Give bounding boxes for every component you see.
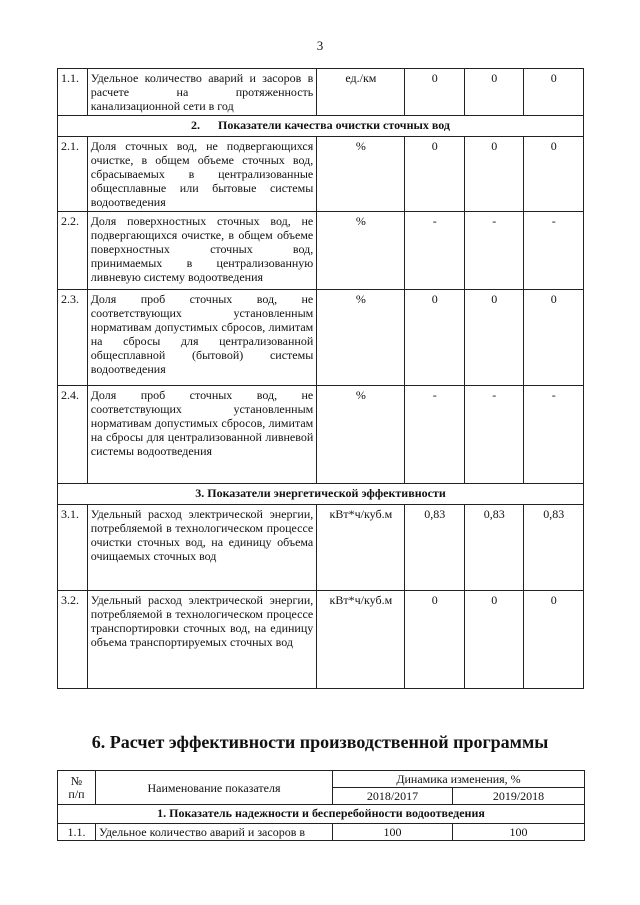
- row-unit: %: [317, 290, 405, 386]
- page-number: 3: [316, 38, 324, 53]
- row-unit: ед./км: [317, 69, 405, 116]
- section-heading: 6. Расчет эффективности производственной программы: [91, 732, 549, 752]
- row-number: 1.1.: [58, 69, 88, 116]
- row-value-1: 0: [405, 69, 465, 116]
- row-number: 3.2.: [58, 591, 88, 689]
- row-value-1: 100: [333, 824, 453, 841]
- row-value-1: 0,83: [405, 505, 465, 591]
- row-value-1: 0: [405, 290, 465, 386]
- row-value-3: 0: [524, 591, 584, 689]
- row-name: Доля поверхностных сточных вод, не подвергающихся очистке, в общем объеме поверхностных сточных вод, принимаемых в централизованную ливневую систему водоотведения: [87, 212, 317, 290]
- row-name: Доля проб сточных вод, не соответствующих установленным нормативам допустимых сбросов, лимитам на сбросы для централизованной общесплавной (бытовой) системы водоотведения: [87, 290, 317, 386]
- period-header-2: 2019/2018: [453, 788, 585, 805]
- row-value-3: 0: [524, 137, 584, 212]
- row-value-2: 0: [464, 137, 524, 212]
- row-number: 2.1.: [58, 137, 88, 212]
- row-name: Удельное количество аварий и засоров в: [96, 824, 333, 841]
- row-name: Удельный расход электрической энергии, потребляемой в технологическом процессе очистки сточных вод, на единицу объема очищаемых сточных вод: [87, 505, 317, 591]
- row-unit: %: [317, 212, 405, 290]
- row-value-2: 0: [464, 69, 524, 116]
- col-number-header: [58, 771, 96, 805]
- row-number: 2.2.: [58, 212, 88, 290]
- row-value-2: 100: [453, 824, 585, 841]
- row-number: 2.3.: [58, 290, 88, 386]
- row-value-3: -: [524, 212, 584, 290]
- row-number: 2.4.: [58, 386, 88, 484]
- row-value-2: 0,83: [464, 505, 524, 591]
- row-name: Удельный расход электрической энергии, потребляемой в технологическом процессе транспортировки сточных вод, на единицу объема транспортируемых сточных вод: [87, 591, 317, 689]
- row-value-3: -: [524, 386, 584, 484]
- row-value-3: 0,83: [524, 505, 584, 591]
- row-value-2: -: [464, 212, 524, 290]
- row-unit: %: [317, 386, 405, 484]
- row-value-3: 0: [524, 69, 584, 116]
- section-title-row: 2. Показатели качества очистки сточных вод: [58, 116, 584, 137]
- row-value-1: 0: [405, 591, 465, 689]
- row-value-2: 0: [464, 591, 524, 689]
- period-header-1: 2018/2017: [333, 788, 453, 805]
- row-value-2: -: [464, 386, 524, 484]
- row-name: Доля сточных вод, не подвергающихся очистке, в общем объеме сточных вод, сбрасываемых в централизованные общесплавные или бытовые системы водоотведения: [87, 137, 317, 212]
- row-unit: кВт*ч/куб.м: [317, 591, 405, 689]
- row-value-2: 0: [464, 290, 524, 386]
- row-unit: %: [317, 137, 405, 212]
- col-number-label: № п/п: [68, 773, 85, 801]
- section-row: 1. Показатель надежности и бесперебойности водоотведения: [58, 805, 585, 824]
- row-value-1: -: [405, 212, 465, 290]
- row-number: 3.1.: [58, 505, 88, 591]
- row-name: Удельное количество аварий и засоров в расчете на протяженность канализационной сети в год: [87, 69, 317, 116]
- row-value-1: 0: [405, 137, 465, 212]
- row-value-3: 0: [524, 290, 584, 386]
- row-number: 1.1.: [58, 824, 96, 841]
- col-dynamics-header: Динамика изменения, %: [333, 771, 585, 788]
- section-title-row: 3. Показатели энергетической эффективности: [58, 484, 584, 505]
- row-name: Доля проб сточных вод, не соответствующих установленным нормативам допустимых сбросов, лимитам на сбросы для централизованной ливневой системы водоотведения: [87, 386, 317, 484]
- col-name-header: Наименование показателя: [96, 771, 333, 805]
- row-value-1: -: [405, 386, 465, 484]
- row-unit: кВт*ч/куб.м: [317, 505, 405, 591]
- indicators-table: [57, 68, 584, 689]
- efficiency-table: [57, 770, 585, 841]
